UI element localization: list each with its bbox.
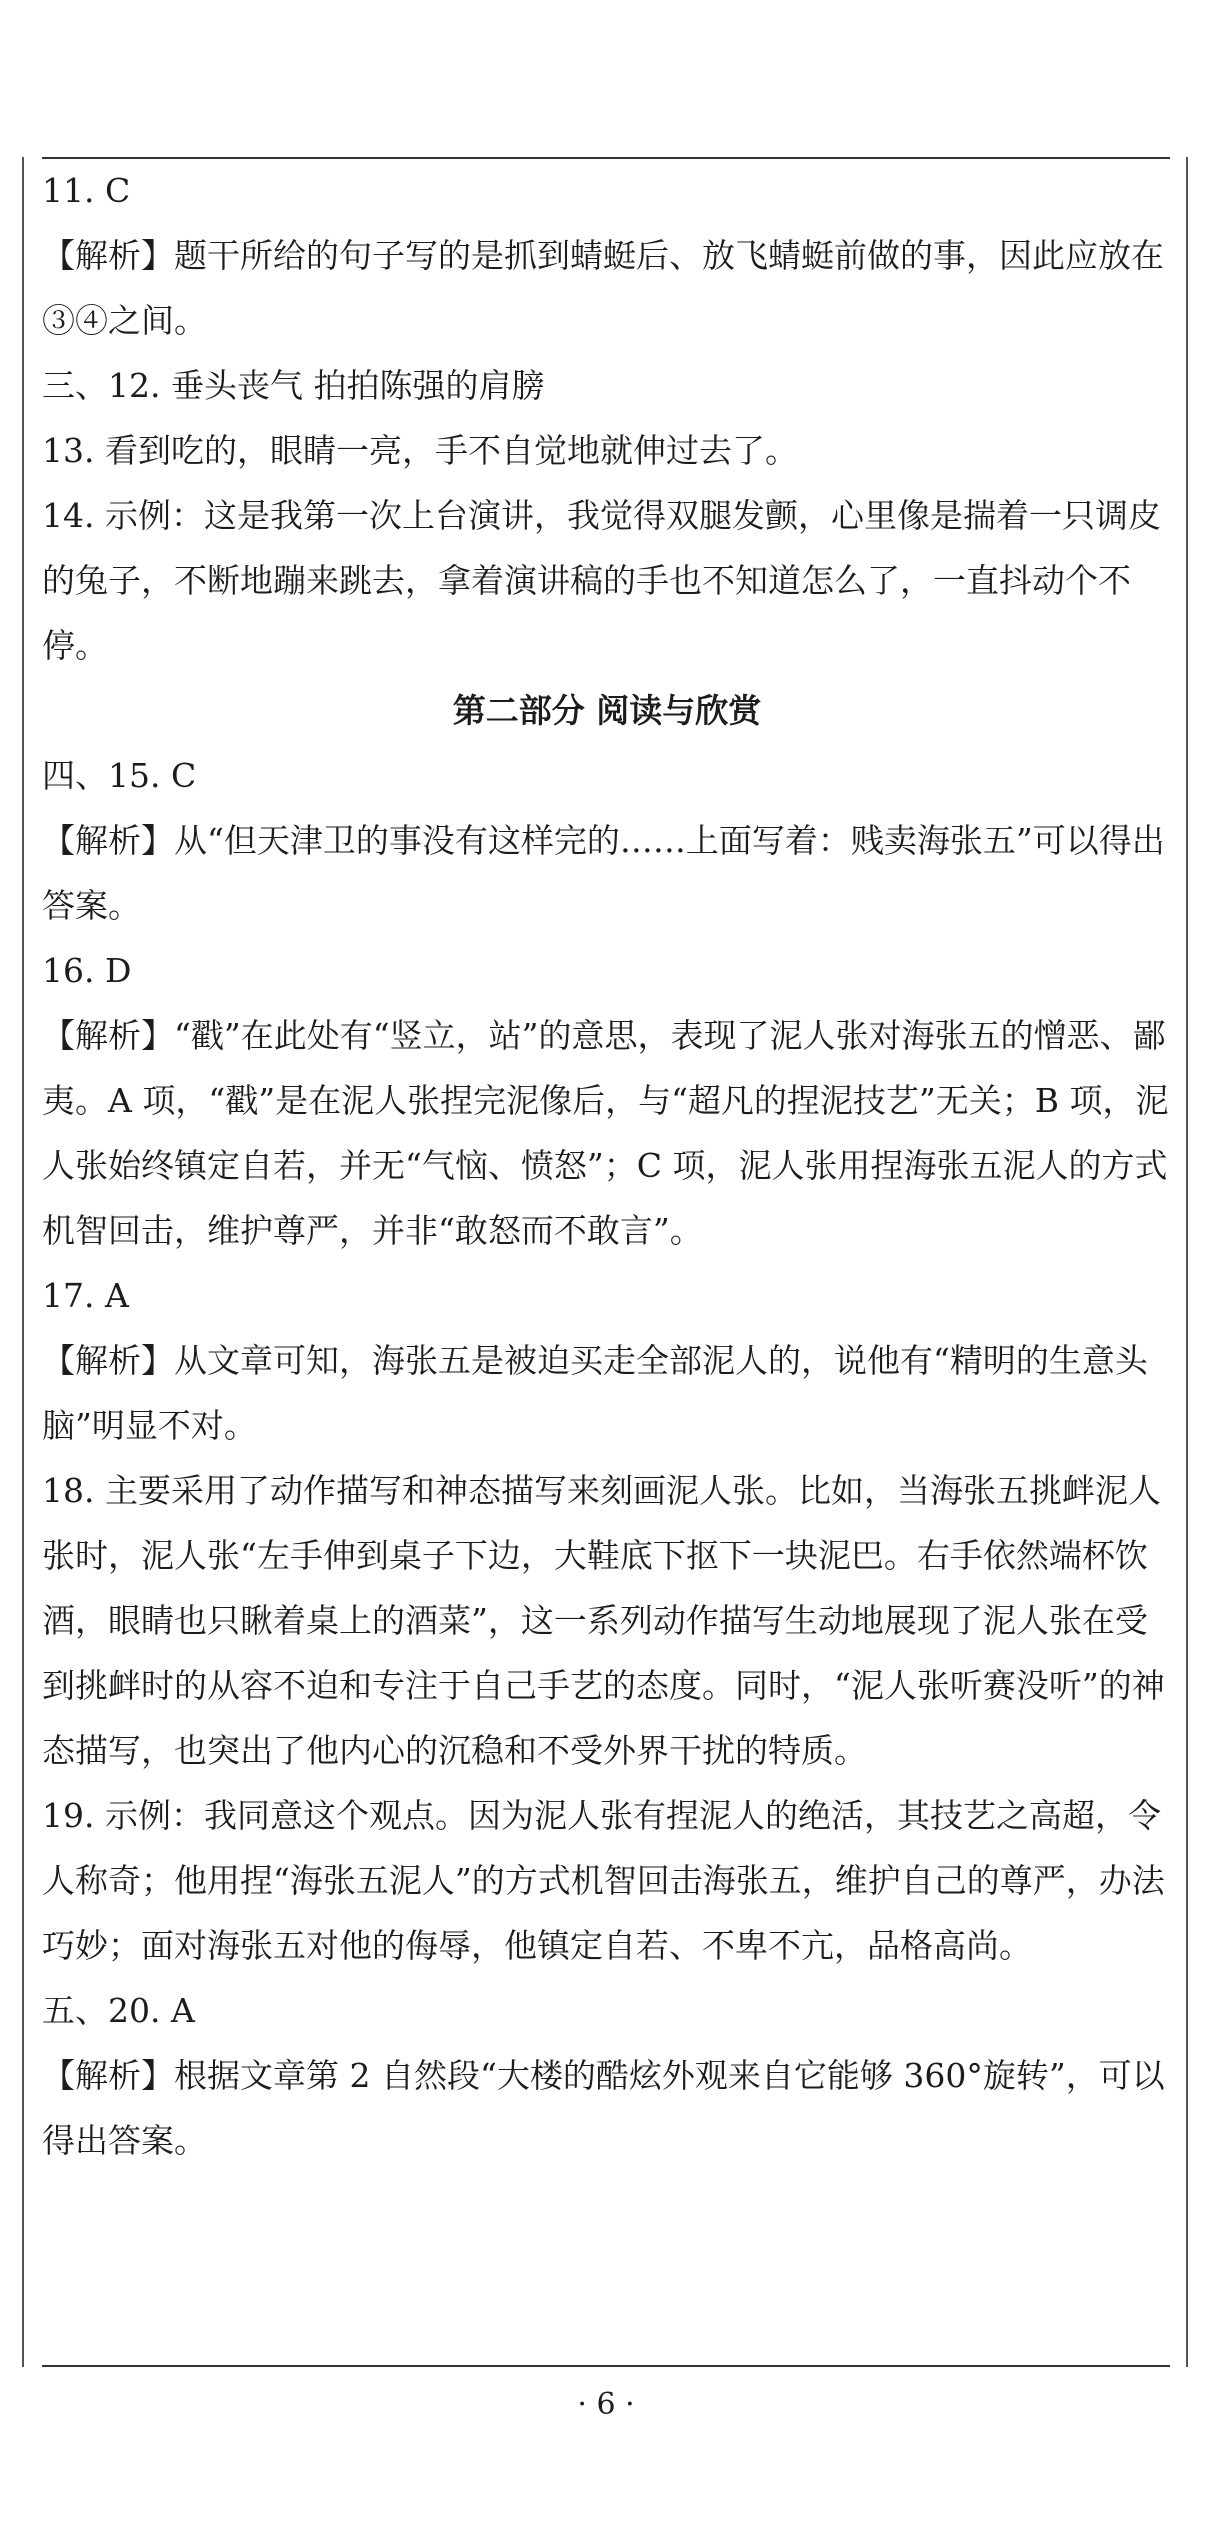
answer-16: 16. D xyxy=(42,951,132,990)
page-number: · 6 · xyxy=(577,2387,635,2422)
answer-12: 三、12. 垂头丧气 拍拍陈强的肩膀 xyxy=(42,366,545,405)
analysis-16: 【解析】“戳”在此处有“竖立，站”的意思，表现了泥人张对海张五的憎恶、鄙夷。A 项，“戳”是在泥人张捏完泥像后，与“超凡的捏泥技艺”无关；B 项，泥人张始终镇定自若，并无“气恼、愤怒”；C 项，泥人张用捏海张五泥人的方式机智回击，维护尊严，并非“敢怒而不敢言”。 xyxy=(42,1016,1169,1250)
analysis-17: 【解析】从文章可知，海张五是被迫买走全部泥人的，说他有“精明的生意头脑”明显不对。 xyxy=(42,1341,1148,1445)
answer-13: 13. 看到吃的，眼睛一亮，手不自觉地就伸过去了。 xyxy=(42,431,798,470)
answer-15: 四、15. C xyxy=(42,756,197,795)
answer-content xyxy=(42,158,1172,2173)
answer-20: 五、20. A xyxy=(42,1991,195,2030)
answer-19: 19. 示例：我同意这个观点。因为泥人张有捏泥人的绝活，其技艺之高超，令人称奇；他用捏“海张五泥人”的方式机智回击海张五，维护自己的尊严，办法巧妙；面对海张五对他的侮辱，他镇定自若、不卑不亢，品格高尚。 xyxy=(42,1796,1165,1965)
left-border xyxy=(22,157,24,2367)
section-heading: 第二部分 阅读与欣赏 xyxy=(452,691,762,730)
analysis-20: 【解析】根据文章第 2 自然段“大楼的酷炫外观来自它能够 360°旋转”，可以得出答案。 xyxy=(42,2056,1165,2160)
answer-14: 14. 示例：这是我第一次上台演讲，我觉得双腿发颤，心里像是揣着一只调皮的兔子，不断地蹦来跳去，拿着演讲稿的手也不知道怎么了，一直抖动个不停。 xyxy=(42,496,1161,665)
answer-18: 18. 主要采用了动作描写和神态描写来刻画泥人张。比如，当海张五挑衅泥人张时，泥人张“左手伸到桌子下边，大鞋底下抠下一块泥巴。右手依然端杯饮酒，眼睛也只瞅着桌上的酒菜”，这一系列动作描写生动地展现了泥人张在受到挑衅时的从容不迫和专注于自己手艺的态度。同时，“泥人张听赛没听”的神态描写，也突出了他内心的沉稳和不受外界干扰的特质。 xyxy=(42,1471,1165,1770)
analysis-15: 【解析】从“但天津卫的事没有这样完的……上面写着：贱卖海张五”可以得出答案。 xyxy=(42,821,1165,925)
bottom-rule xyxy=(42,2365,1170,2367)
answer-17: 17. A xyxy=(42,1276,129,1315)
analysis-11: 【解析】题干所给的句子写的是抓到蜻蜓后、放飞蜻蜓前做的事，因此应放在③④之间。 xyxy=(42,236,1164,340)
answer-11: 11. C xyxy=(42,171,131,210)
right-border xyxy=(1186,157,1188,2367)
